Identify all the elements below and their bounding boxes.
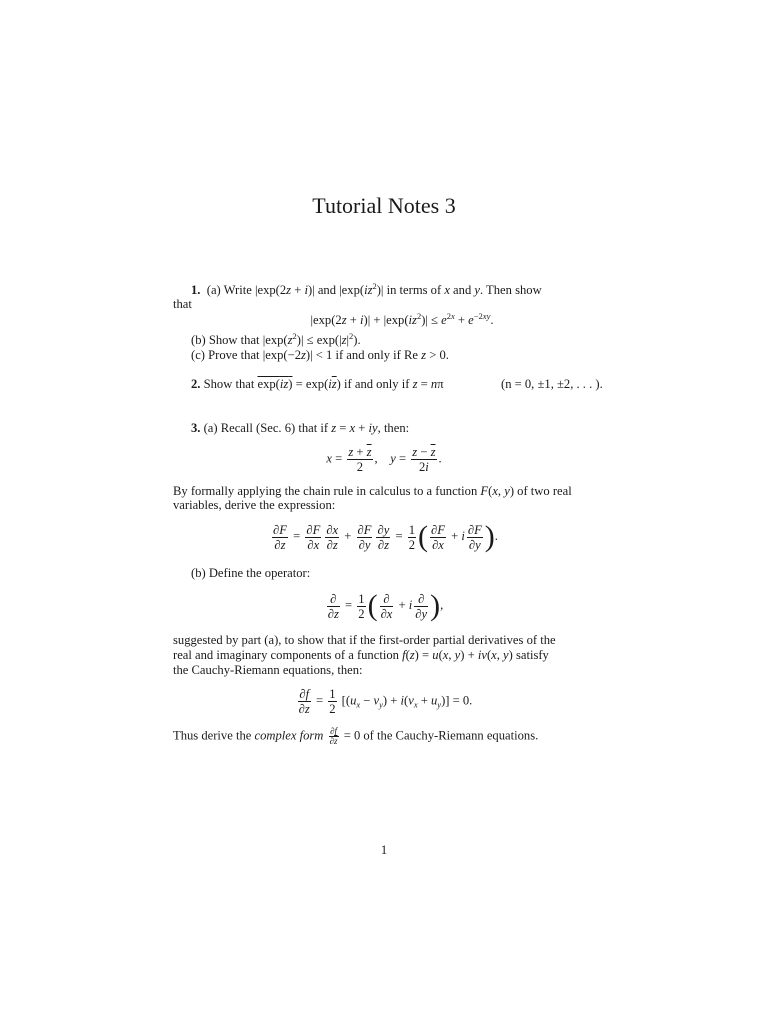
q1-part-a: 1. (a) Write |exp(2z + i)| and $|\exp(iz^2)|$ in terms of x and y. Then show [191,281,542,297]
q1-part-a-cont: that [173,297,192,311]
q3-part-b: (b) Define the operator: [191,566,311,580]
q1-part-b: (b) Show that $|\exp(z^2)| \le \exp(|z|^2)$. [191,331,361,347]
q1-inequality: $|\exp(2z + i)| + |\exp(iz^2)| \le e^{2x} + e^{-2xy}$. [310,311,494,327]
q3-chain-rule-equation: $\frac{\partial F}{\partial\overline{z}}$ = $\frac{\partial F}{\partial x}$ $\frac{\partial x}{\partial\overline{z}}$ + $\frac{\partial F}{\partial y}$ $\frac{\partial y}{\partial\overline{z}}$ = $\frac{1}{2}$ ( $\frac{\partial F}{\partial x}$ + i $\frac{\partial F}{\partial y}$ ). [273,520,498,553]
q3-part-a: 3. (a) Recall (Sec. 6) that if z = x + iy, then: [191,421,410,435]
q1-part-c: (c) Prove that |exp(−2z)| < 1 if and only if Re z > 0. [191,348,449,362]
q2-condition: (n = 0, ±1, ±2, . . . ). [501,377,603,391]
page-title: Tutorial Notes 3 [312,193,456,218]
q3-paragraph-2-line2: real and imaginary components of a function f(z) = u(x, y) + iv(x, y) satisfy [173,648,549,662]
q3-xy-equation: x = $\frac{z + \overline{z}}{2}$ , y = $\frac{z - \overline{z}}{2i}$ . [326,445,442,474]
page-number: 1 [380,843,388,857]
q3-operator-equation: $\frac{\partial}{\partial\overline{z}}$ = $\frac{1}{2}$ ( $\frac{\partial}{\partial x}$ + i $\frac{\partial}{\partial y}$ ), [327,589,444,622]
q3-paragraph-2: suggested by part (a), to show that if the first-order partial derivatives of the [173,633,556,647]
q3-paragraph-2-line3: the Cauchy-Riemann equations, then: [173,663,363,677]
q3-f-equation: $\frac{\partial f}{\partial\overline{z}}$ = $\frac{1}{2}$ $[(u_x - v_y) + i(v_x + u_y)] = 0$. [298,687,473,716]
q3-paragraph-1-cont: variables, derive the expression: [173,498,336,512]
q2-statement: 2. Show that $\exp(iz) = \exp(i\overline{z})$ if and only if z = nπ [191,377,444,391]
q3-paragraph-1: By formally applying the chain rule in calculus to a function F(x, y) of two real [173,484,572,498]
q3-final-statement: Thus derive the complex form $\frac{\partial f}{\partial\overline{z}}$ = 0 of the Cauchy-Riemann equations. [173,726,539,746]
